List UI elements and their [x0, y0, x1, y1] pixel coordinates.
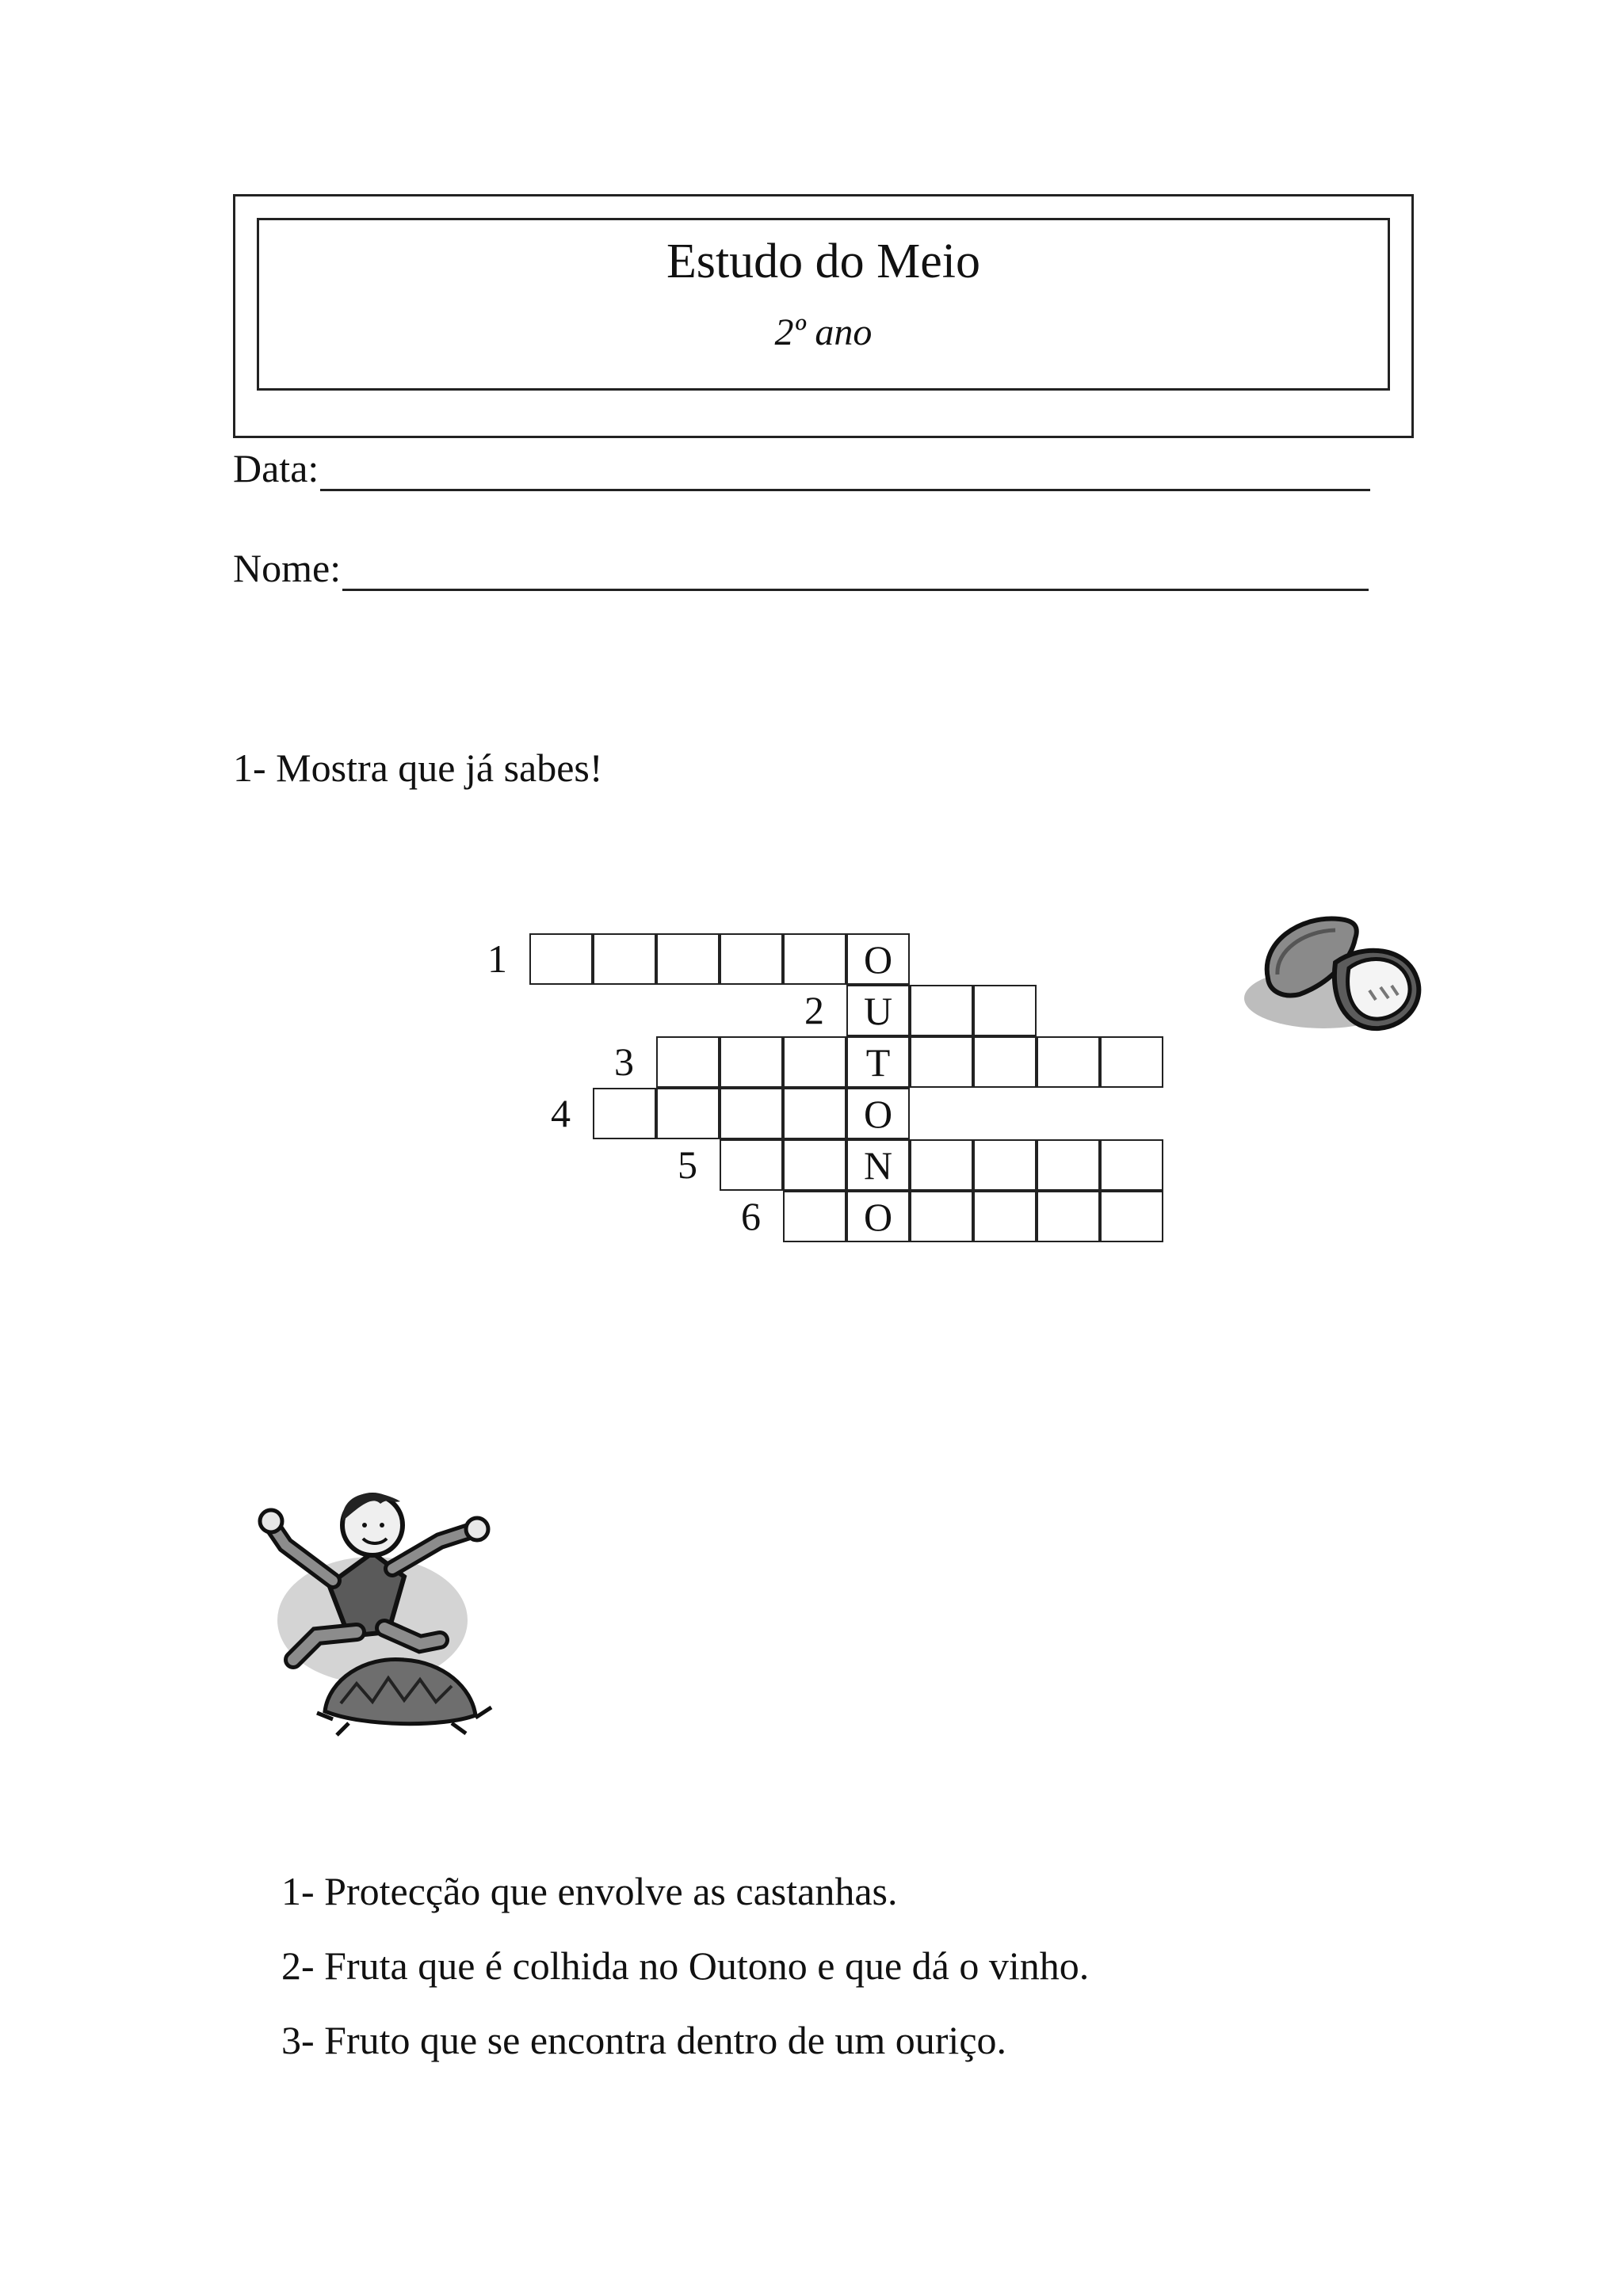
crossword-cell[interactable]: [1037, 1191, 1100, 1242]
crossword-row-number: 3: [614, 1039, 634, 1084]
date-label: Data:: [233, 446, 319, 490]
crossword-cell[interactable]: [720, 1036, 783, 1088]
crossword-cell[interactable]: [783, 1036, 846, 1088]
crossword-cell[interactable]: [656, 933, 720, 985]
date-field[interactable]: [233, 445, 1370, 491]
crossword-cell[interactable]: [910, 1191, 973, 1242]
name-field[interactable]: [233, 545, 1369, 591]
crossword-cell[interactable]: [783, 1088, 846, 1139]
crossword-cell[interactable]: [1100, 1036, 1163, 1088]
crossword-key-letter: O: [846, 933, 910, 985]
grade-subtitle: 2º ano: [774, 311, 873, 354]
date-line[interactable]: [320, 488, 1370, 491]
crossword-key-letter: T: [846, 1036, 910, 1088]
crossword-cell[interactable]: [783, 1139, 846, 1191]
crossword-cell[interactable]: [973, 1036, 1037, 1088]
crossword-cell[interactable]: [910, 985, 973, 1036]
crossword-cell[interactable]: [973, 985, 1037, 1036]
boy-jumping-leaves-illustration: [254, 1466, 539, 1751]
crossword-cell[interactable]: [720, 933, 783, 985]
crossword-cell[interactable]: [1100, 1139, 1163, 1191]
crossword-key-letter: O: [846, 1191, 910, 1242]
crossword-cell[interactable]: [656, 1036, 720, 1088]
crossword-cell[interactable]: [973, 1191, 1037, 1242]
crossword-cell[interactable]: [720, 1139, 783, 1191]
crossword-cell[interactable]: [910, 1139, 973, 1191]
crossword-cell[interactable]: [783, 1191, 846, 1242]
crossword-row-number: 2: [804, 988, 824, 1032]
crossword-cell[interactable]: [656, 1088, 720, 1139]
crossword-cell[interactable]: [1100, 1191, 1163, 1242]
name-line[interactable]: [342, 588, 1369, 591]
crossword-row-number: 6: [741, 1194, 761, 1238]
crossword-cell[interactable]: [593, 933, 656, 985]
clue-list: [281, 1870, 1089, 2093]
crossword-key-letter: O: [846, 1088, 910, 1139]
question-heading: 1- Mostra que já sabes!: [233, 746, 603, 790]
crossword-cell[interactable]: [973, 1139, 1037, 1191]
name-label: Nome:: [233, 546, 342, 590]
clue-item: 2- Fruta que é colhida no Outono e que dá o vinho.: [281, 1943, 1090, 1988]
crossword-cell[interactable]: [1037, 1139, 1100, 1191]
crossword-key-letter: N: [846, 1139, 910, 1191]
crossword-cell[interactable]: [720, 1088, 783, 1139]
crossword-cell[interactable]: [1037, 1036, 1100, 1088]
crossword-key-letter: U: [846, 985, 910, 1036]
crossword-row-number: 5: [678, 1142, 697, 1187]
crossword-cell[interactable]: [783, 933, 846, 985]
clue-item: 1- Protecção que envolve as castanhas.: [281, 1869, 898, 1913]
crossword-row-number: 4: [551, 1091, 571, 1135]
chestnut-illustration: [1236, 903, 1442, 1062]
crossword-row-number: 1: [487, 936, 507, 981]
crossword-cell[interactable]: [593, 1088, 656, 1139]
crossword-cell[interactable]: [529, 933, 593, 985]
header-box: [257, 218, 1390, 391]
clue-item: 3- Fruto que se encontra dentro de um ouriço.: [281, 2018, 1007, 2062]
page-title: Estudo do Meio: [666, 235, 981, 288]
crossword-cell[interactable]: [910, 1036, 973, 1088]
